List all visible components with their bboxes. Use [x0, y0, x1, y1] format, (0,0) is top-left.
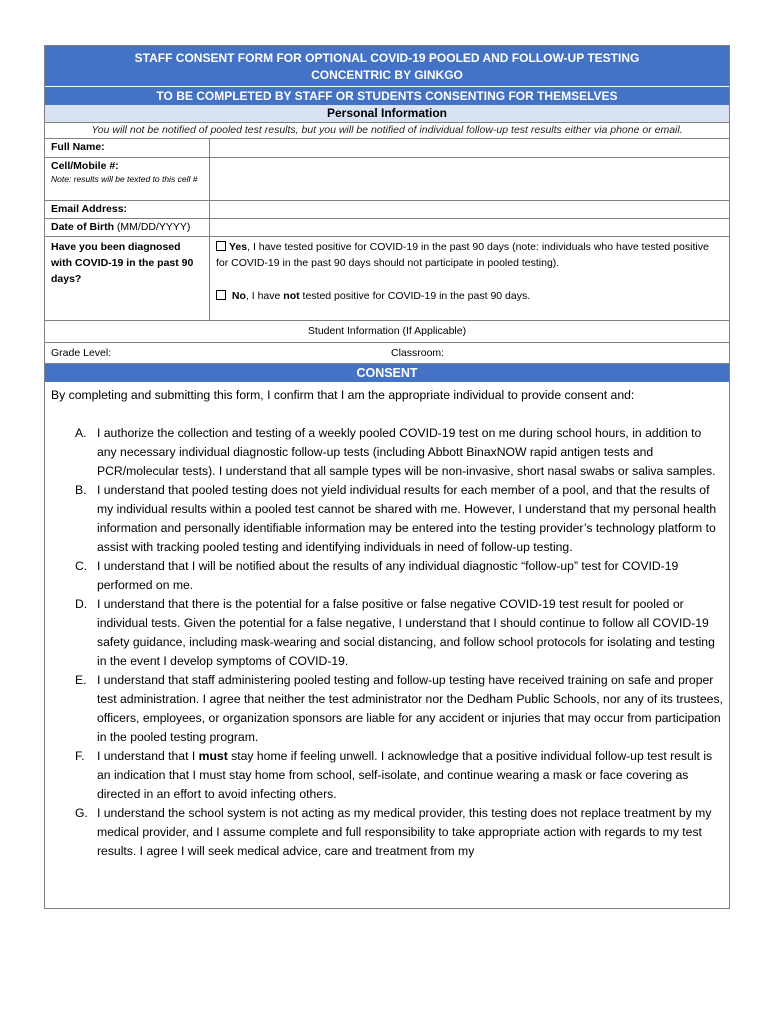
no-label: No [231, 290, 246, 302]
form-title-line2: CONCENTRIC BY GINKGO [311, 68, 463, 82]
cell-label: Cell/Mobile #: [51, 160, 119, 172]
yes-label: Yes [229, 241, 248, 253]
form-title-line1: STAFF CONSENT FORM FOR OPTIONAL COVID-19 POOLED AND FOLLOW-UP TESTING [134, 51, 640, 65]
no-text-1: , I have [245, 290, 284, 302]
student-info-heading: Student Information (If Applicable) [45, 321, 729, 343]
cell-note: Note: results will be texted to this cell # [51, 174, 198, 184]
consent-mark: G. [75, 806, 88, 820]
no-checkbox[interactable] [216, 290, 226, 300]
diagnosed-options [210, 237, 729, 320]
yes-text: , I have tested positive for COVID-19 in the past 90 days (note: individuals who have tested positive for COVID-19 in the past 90 days should not participate in pooled testing). [216, 241, 709, 269]
full-name-label: Full Name: [45, 139, 210, 157]
dob-label-bold: Date of Birth [51, 221, 114, 233]
consent-form [44, 45, 730, 909]
dob-label [45, 219, 210, 236]
consent-text: I understand that I will be notified about the results of any individual diagnostic “follow-up” test for COVID-19 performed on me. [97, 559, 679, 592]
dob-format: (MM/DD/YYYY) [114, 221, 191, 233]
consent-mark: A. [75, 426, 87, 440]
grade-level-label: Grade Level: [51, 347, 112, 359]
consent-text: I authorize the collection and testing of a weekly pooled COVID-19 test on me during school hours, in addition to any necessary individual diagnostic follow-up tests (including Abbott BinaxNOW rapid antigen tests and PCR/molecular tests). I understand that all sample types will be non-invasive, short nasal swabs or saliva samples. [97, 426, 716, 478]
cell-row [45, 158, 729, 201]
consent-mark: E. [75, 673, 87, 687]
consent-heading: CONSENT [45, 364, 729, 382]
diagnosed-label: Have you been diagnosed with COVID-19 in the past 90 days? [45, 237, 210, 320]
consent-intro: By completing and submitting this form, I confirm that I am the appropriate individual to provide consent and: [51, 388, 635, 402]
yes-option [216, 239, 723, 271]
consent-text: I understand that there is the potential for a false positive or false negative COVID-19 test result for pooled or individual tests. Given the potential for a false negative, I understand that I should continue to follow all COVID-19 safety guidance, including mask-wearing and social distancing, and follow school protocols for isolating and testing in the event I develop symptoms of COVID-19. [97, 597, 715, 668]
diagnosed-row [45, 237, 729, 321]
consent-body [45, 382, 729, 861]
cell-label-cell [45, 158, 210, 200]
no-not: not [283, 290, 300, 302]
consent-item-e [75, 671, 723, 747]
consent-mark: C. [75, 559, 88, 573]
cell-field[interactable] [210, 158, 729, 200]
consent-text-pre: I understand that I [97, 749, 199, 763]
email-row [45, 201, 729, 219]
consent-item-g [75, 804, 723, 861]
student-info-row [45, 343, 729, 364]
yes-checkbox[interactable] [216, 241, 226, 251]
consent-must: must [198, 749, 228, 763]
classroom-label: Classroom: [391, 347, 445, 359]
consent-mark: F. [75, 749, 85, 763]
consent-text: I understand the school system is not acting as my medical provider, this testing does not replace treatment by my medical provider, and I assume complete and full responsibility to take appropriate action with regards to my test results. I agree I will seek medical advice, care and treatment from my [97, 806, 712, 858]
no-option [216, 288, 723, 304]
consent-text: I understand that staff administering pooled testing and follow-up testing have received training on safe and proper test administration. I agree that neither the test administrator nor the Dedham Public Schools, nor any of its trustees, officers, employees, or organization sponsors are liable for any accident or injuries that may occur from participation in the pooled testing program. [97, 673, 723, 744]
notice-text: You will not be notified of pooled test results, but you will be notified of individual follow-up test results either via phone or email. [45, 123, 729, 139]
form-title [45, 46, 729, 86]
consent-item-d [75, 595, 723, 671]
dob-row [45, 219, 729, 237]
email-label: Email Address: [45, 201, 210, 218]
full-name-field[interactable] [210, 139, 729, 157]
consent-list [51, 424, 723, 861]
no-text-2: tested positive for COVID-19 in the past 90 days. [299, 290, 531, 302]
consent-text: stay home if feeling unwell. I acknowledge that a positive individual follow-up test result is an indication that I must stay home from school, self-isolate, and continue wearing a mask or face covering as directed in an effort to avoid infecting others. [97, 749, 713, 801]
consent-mark: B. [75, 483, 87, 497]
personal-info-heading: Personal Information [45, 105, 729, 123]
consent-text: I understand that pooled testing does not yield individual results for each member of a pool, and that the results of my individual results within a pooled test cannot be shared with me. However, I understand that my personal health information and personally identifiable information may be entered into the testing provider’s technology platform to assist with tracking pooled testing and identifying individuals in need of follow-up testing. [97, 483, 717, 554]
consent-item-c [75, 557, 723, 595]
form-subtitle: TO BE COMPLETED BY STAFF OR STUDENTS CONSENTING FOR THEMSELVES [45, 86, 729, 105]
consent-item-a [75, 424, 723, 481]
consent-mark: D. [75, 597, 88, 611]
full-name-row [45, 139, 729, 158]
consent-item-f [75, 747, 723, 804]
consent-item-b [75, 481, 723, 557]
dob-field[interactable] [210, 219, 729, 236]
email-field[interactable] [210, 201, 729, 218]
